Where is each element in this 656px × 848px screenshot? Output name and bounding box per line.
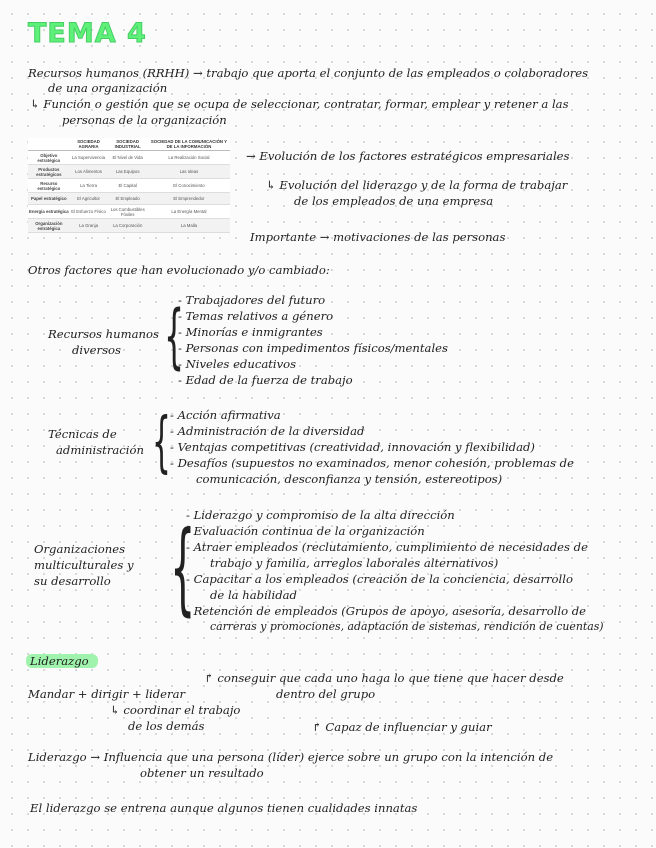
table-cell: La Supervivencia: [70, 151, 108, 165]
list-item: - Personas con impedimentos físicos/mentales: [178, 341, 448, 355]
coordinar-line-1: ↳ coordinar el trabajo: [110, 703, 241, 717]
table-cell: La Energía Mental: [148, 205, 230, 219]
org-label-3: su desarrollo: [34, 574, 111, 588]
table-cell: El Capital: [107, 179, 147, 193]
table-row: [28, 179, 230, 193]
table-header: [28, 138, 70, 151]
strategic-factors-table: [28, 138, 230, 233]
rrhh-label-1: Recursos humanos: [48, 327, 159, 341]
liderazgo-formula-tail: dentro del grupo: [276, 687, 376, 701]
coordinar-line-2: de los demás: [128, 719, 205, 733]
table-cell: El Conocimiento: [148, 179, 230, 193]
list-item: - Atraer empleados (reclutamiento, cumplimiento de necesidades de: [186, 540, 588, 554]
evolution-line-2: ↳ Evolución del liderazgo y de la forma de trabajar: [266, 178, 568, 192]
table-header: SOCIEDAD AGRARIA: [70, 138, 108, 151]
liderazgo-note: ↱ conseguir que cada uno haga lo que tiene que hacer desde: [204, 671, 564, 685]
list-item: - Administración de la diversidad: [170, 424, 365, 438]
list-item: - Liderazgo y compromiso de la alta dirección: [186, 508, 455, 522]
table-cell: Los Alimentos: [70, 165, 108, 179]
table-cell: La Tierra: [70, 179, 108, 193]
closing-statement: El liderazgo se entrena aunque algunos tienen cualidades innatas: [30, 801, 418, 815]
list-item: - Acción afirmativa: [170, 408, 281, 422]
intro-line-3: ↳ Función o gestión que se ocupa de seleccionar, contratar, formar, emplear y retener a las: [30, 97, 569, 111]
list-item: - Minorías e inmigrantes: [178, 325, 323, 339]
list-item: - Evaluación continua de la organización: [186, 524, 425, 538]
table-row: [28, 165, 230, 179]
table-cell: La Corporación: [107, 219, 147, 233]
list-item: - Retención de empleados (Grupos de apoyo, asesoría, desarrollo de: [186, 604, 587, 618]
table-cell: Organización estratégica: [28, 219, 70, 233]
table-row: [28, 205, 230, 219]
list-item: - Niveles educativos: [178, 357, 297, 371]
liderazgo-formula: Mandar + dirigir + liderar: [28, 687, 186, 701]
list-item: - Capacitar a los empleados (creación de la conciencia, desarrollo: [186, 572, 573, 586]
table-cell: El Emprendedor: [148, 193, 230, 205]
table-cell: Energía estratégica: [28, 205, 70, 219]
table-cell: El Agricultor: [70, 193, 108, 205]
capaz-note: ↱ Capaz de influenciar y guiar: [312, 720, 492, 734]
table-header: SOCIEDAD DE LA COMUNICACIÓN Y DE LA INFORMACIÓN: [148, 138, 230, 151]
table-row: [28, 151, 230, 165]
intro-line-4: personas de la organización: [62, 113, 227, 127]
table-header: SOCIEDAD INDUSTRIAL: [107, 138, 147, 151]
list-item: - Desafíos (supuestos no examinados, menor cohesión, problemas de: [170, 456, 574, 470]
table-cell: El Empleado: [107, 193, 147, 205]
list-item: trabajo y familia, arreglos laborales alternativos): [210, 556, 499, 570]
liderazgo-definition-2: obtener un resultado: [140, 766, 264, 780]
important-note: Importante → motivaciones de las personas: [250, 230, 506, 244]
table-row: [28, 219, 230, 233]
tecnicas-label-1: Técnicas de: [48, 427, 117, 441]
list-item: carreras y promociones, adaptación de sistemas, rendición de cuentas): [210, 620, 604, 633]
list-item: - Trabajadores del futuro: [178, 293, 326, 307]
other-factors-heading: Otros factores que han evolucionado y/o cambiado:: [28, 263, 330, 277]
table-cell: Los Combustibles Fósiles: [107, 205, 147, 219]
page-title: TEMA 4: [28, 18, 147, 49]
list-item: comunicación, desconfianza y tensión, estereotipos): [196, 472, 503, 486]
org-label-1: Organizaciones: [34, 542, 126, 556]
evolution-line-3: de los empleados de una empresa: [294, 194, 494, 208]
table-cell: Las Equipos: [107, 165, 147, 179]
table-cell: Productos estratégicos: [28, 165, 70, 179]
intro-line-1: Recursos humanos (RRHH) → trabajo que aporta el conjunto de las empleados o colaboradores: [28, 66, 589, 80]
evolution-line-1: → Evolución de los factores estratégicos empresariales: [246, 149, 570, 163]
rrhh-label-2: diversos: [72, 343, 121, 357]
table-cell: Objetivo estratégico: [28, 151, 70, 165]
list-item: - Temas relativos a género: [178, 309, 334, 323]
list-item: de la habilidad: [210, 588, 297, 602]
table-cell: El Esfuerzo Físico: [70, 205, 108, 219]
table-cell: La Granja: [70, 219, 108, 233]
liderazgo-heading: Liderazgo: [30, 654, 89, 668]
table-cell: Las Ideas: [148, 165, 230, 179]
table-cell: La Malla: [148, 219, 230, 233]
table-cell: La Realización Social: [148, 151, 230, 165]
list-item: - Edad de la fuerza de trabajo: [178, 373, 353, 387]
table-cell: El Nivel de Vida: [107, 151, 147, 165]
table-row: [28, 193, 230, 205]
curly-brace-icon: {: [170, 509, 196, 626]
liderazgo-definition-1: Liderazgo → Influencia que una persona (líder) ejerce sobre un grupo con la intención de: [28, 750, 554, 764]
curly-brace-icon: {: [152, 403, 171, 480]
curly-brace-icon: {: [164, 295, 185, 377]
table-cell: Papel estratégico: [28, 193, 70, 205]
tecnicas-label-2: administración: [56, 443, 144, 457]
table-cell: Recurso estratégico: [28, 179, 70, 193]
list-item: - Ventajas competitivas (creatividad, innovación y flexibilidad): [170, 440, 535, 454]
org-label-2: multiculturales y: [34, 558, 134, 572]
intro-line-2: de una organización: [48, 81, 168, 95]
